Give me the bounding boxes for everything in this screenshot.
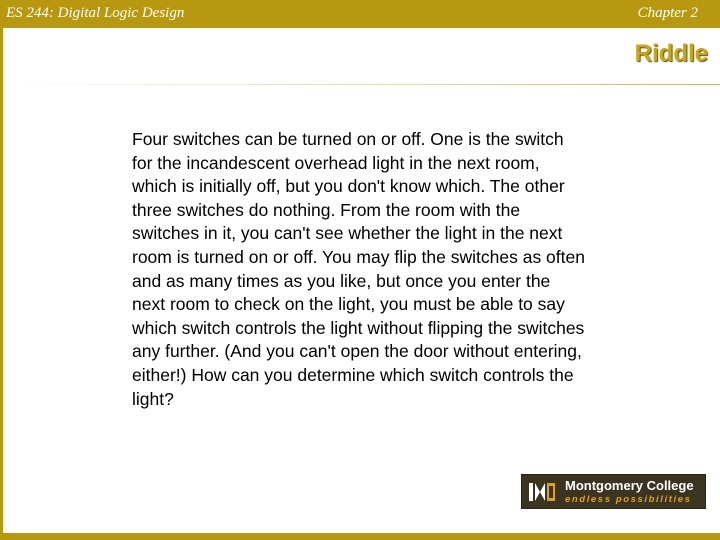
college-logo: [521, 474, 706, 509]
college-logo-mark-icon: [527, 480, 557, 503]
college-tagline: endless possibilities: [565, 494, 692, 505]
course-title: ES 244: Digital Logic Design: [6, 5, 185, 21]
footer-bar: [0, 533, 720, 540]
header-bar: [0, 0, 720, 28]
college-name: Montgomery College: [565, 478, 694, 493]
chapter-label: Chapter 2: [637, 5, 698, 21]
riddle-text: Four switches can be turned on or off. One is the switch for the incandescent overhead light in the next room, which is initially off, but you don't know which. The other three switches do nothing. From the room with the switches in it, you can't see whether the light in the next room is turned on or off. You may flip the switches as often and as many times as you like, but once you enter the next room to check on the light, you must be able to say which switch controls the light without flipping the switches any further. (And you can't open the door without entering, either!) How can you determine which switch controls the light?: [132, 129, 585, 409]
left-border-rule: [0, 28, 3, 533]
slide-title: Riddle: [634, 40, 708, 67]
title-divider: [3, 84, 720, 85]
